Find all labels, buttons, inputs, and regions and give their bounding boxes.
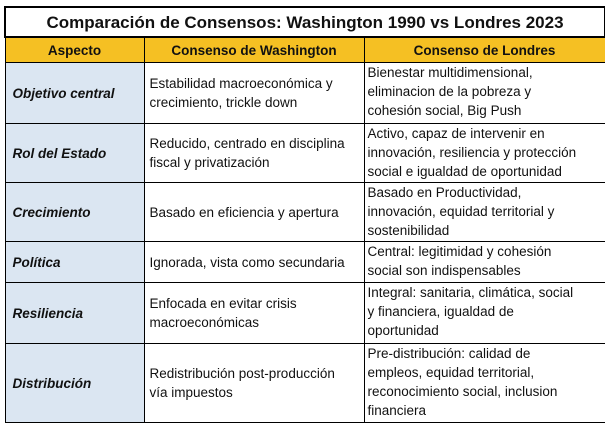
washington-cell bbox=[144, 344, 364, 423]
cell-line: macroeconómicas bbox=[149, 315, 260, 330]
cell-line: Ignorada, vista como secundaria bbox=[149, 254, 345, 270]
washington-cell bbox=[144, 242, 364, 283]
table-body bbox=[5, 63, 605, 423]
cell-line: crecimiento, trickle down bbox=[149, 95, 298, 110]
table-row bbox=[5, 283, 605, 344]
washington-cell bbox=[144, 124, 364, 183]
aspect-cell: Rol del Estado bbox=[5, 124, 144, 183]
aspect-cell: Resiliencia bbox=[5, 283, 144, 344]
cell-line: eliminacion de la pobreza y bbox=[367, 84, 532, 99]
cell-line: social e igualdad de oportunidad bbox=[367, 164, 562, 179]
cell-line: Basado en eficiencia y apertura bbox=[149, 204, 339, 220]
washington-cell bbox=[144, 63, 364, 124]
cell-line: Integral: sanitaria, climática, social bbox=[367, 285, 574, 300]
table-title: Comparación de Consensos: Washington 1990 vs Londres 2023 bbox=[5, 7, 605, 37]
cell-line: reconocimiento social, inclusion bbox=[367, 384, 558, 399]
cell-line: Reducido, centrado en disciplina bbox=[149, 136, 345, 151]
cell-line: innovación, resiliencia y protección bbox=[367, 145, 577, 160]
aspect-cell: Distribución bbox=[5, 344, 144, 423]
cell-line: financiera bbox=[367, 403, 427, 418]
london-cell bbox=[364, 183, 605, 242]
cell-line: innovación, equidad territorial y bbox=[367, 204, 555, 219]
table-row bbox=[5, 63, 605, 124]
washington-cell bbox=[144, 283, 364, 344]
london-cell bbox=[364, 283, 605, 344]
header-washington: Consenso de Washington bbox=[144, 37, 364, 63]
cell-line: fiscal y privatización bbox=[149, 155, 270, 170]
cell-line: Estabilidad macroeconómica y bbox=[149, 76, 333, 91]
cell-line: y financiera, igualdad de bbox=[367, 304, 514, 319]
london-cell bbox=[364, 63, 605, 124]
cell-line: Bienestar multidimensional, bbox=[367, 65, 533, 80]
header-londres: Consenso de Londres bbox=[364, 37, 605, 63]
cell-line: Redistribución post-producción bbox=[149, 366, 335, 381]
cell-line: social son indispensables bbox=[367, 263, 521, 278]
table-row bbox=[5, 183, 605, 242]
aspect-cell: Crecimiento bbox=[5, 183, 144, 242]
aspect-cell: Objetivo central bbox=[5, 63, 144, 124]
cell-line: Pre-distribución: calidad de bbox=[367, 346, 531, 361]
cell-line: Basado en Productividad, bbox=[367, 185, 522, 200]
cell-line: vía impuestos bbox=[149, 385, 233, 400]
table-row bbox=[5, 344, 605, 423]
cell-line: Enfocada en evitar crisis bbox=[149, 296, 297, 311]
aspect-cell: Política bbox=[5, 242, 144, 283]
cell-line: empleos, equidad territorial, bbox=[367, 365, 535, 380]
table-row bbox=[5, 124, 605, 183]
table-row bbox=[5, 242, 605, 283]
cell-line: sostenibilidad bbox=[367, 223, 450, 238]
cell-line: cohesión social, Big Push bbox=[367, 103, 522, 118]
london-cell bbox=[364, 242, 605, 283]
header-aspecto: Aspecto bbox=[5, 37, 144, 63]
cell-line: Activo, capaz de intervenir en bbox=[367, 126, 545, 141]
cell-line: oportunidad bbox=[367, 323, 439, 338]
comparison-table bbox=[4, 6, 605, 423]
london-cell bbox=[364, 344, 605, 423]
comparison-sheet bbox=[4, 6, 604, 423]
london-cell bbox=[364, 124, 605, 183]
header-row bbox=[5, 37, 605, 63]
washington-cell bbox=[144, 183, 364, 242]
cell-line: Central: legitimidad y cohesión bbox=[367, 244, 552, 259]
